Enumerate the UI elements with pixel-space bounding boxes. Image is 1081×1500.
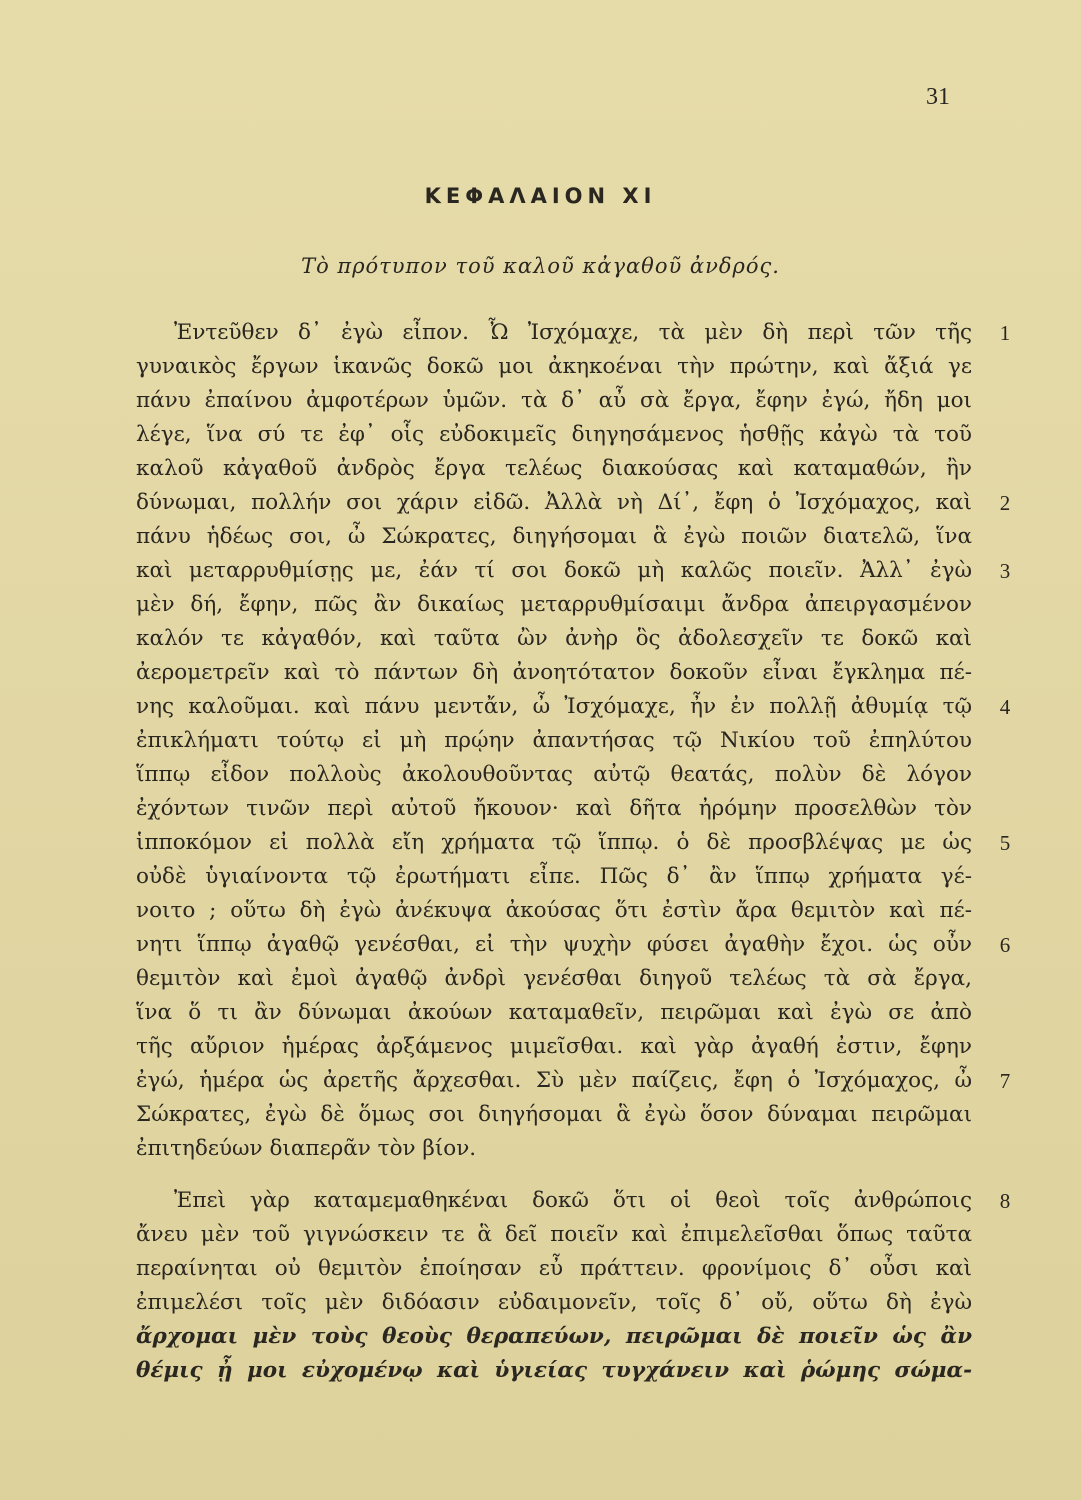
text-line: ἐχόντων τινῶν περὶ αὐτοῦ ἤκουον· καὶ δῆτα ἠρόμην προσελθὼν τὸν	[136, 796, 972, 821]
text-line: ἐγώ, ἡμέρα ὡς ἀρετῆς ἄρχεσθαι. Σὺ μὲν παίζεις, ἔφη ὁ Ἰσχόμαχος, ὦ	[136, 1068, 972, 1093]
text-line: ἄνευ μὲν τοῦ γιγνώσκειν τε ἃ δεῖ ποιεῖν καὶ ἐπιμελεῖσθαι ὅπως ταῦτα	[136, 1222, 972, 1247]
section-number: 1	[999, 321, 1011, 345]
text-line: γυναικὸς ἔργων ἱκανῶς δοκῶ μοι ἀκηκοέναι τὴν πρώτην, καὶ ἄξιά γε	[136, 354, 972, 379]
text-line: λέγε, ἵνα σύ τε ἐφ᾿ οἷς εὐδοκιμεῖς διηγησάμενος ἡσθῇς κἀγὼ τὰ τοῦ	[136, 422, 972, 447]
page-number: 31	[926, 84, 950, 110]
text-line: θεμιτὸν καὶ ἐμοὶ ἀγαθῷ ἀνδρὶ γενέσθαι διηγοῦ τελέως τὰ σὰ ἔργα,	[136, 966, 972, 991]
section-number: 5	[999, 831, 1011, 855]
text-line: καὶ μεταρρυθμίσῃς με, ἐάν τί σοι δοκῶ μὴ καλῶς ποιεῖν. Ἀλλ᾿ ἐγὼ	[136, 558, 972, 583]
text-line: καλοῦ κἀγαθοῦ ἀνδρὸς ἔργα τελέως διακούσας καὶ καταμαθών, ἢν	[136, 456, 972, 481]
section-number: 4	[999, 695, 1011, 719]
text-line: οὐδὲ ὑγιαίνοντα τῷ ἐρωτήματι εἶπε. Πῶς δ᾿ ἂν ἵππῳ χρήματα γέ-	[136, 864, 972, 889]
text-line: ἵνα ὅ τι ἂν δύνωμαι ἀκούων καταμαθεῖν, πειρῶμαι καὶ ἐγὼ σε ἀπὸ	[136, 1000, 972, 1025]
text-line: ἐπικλήματι τούτῳ εἰ μὴ πρῴην ἀπαντήσας τῷ Νικίου τοῦ ἐπηλύτου	[136, 728, 972, 753]
section-number: 8	[999, 1189, 1011, 1213]
section-number: 3	[999, 559, 1011, 583]
text-line: νης καλοῦμαι. καὶ πάνυ μεντἄν, ὦ Ἰσχόμαχε, ἦν ἐν πολλῇ ἀθυμίᾳ τῷ	[136, 694, 972, 719]
chapter-subtitle: Τὸ πρότυπον τοῦ καλοῦ κἀγαθοῦ ἀνδρός.	[301, 254, 780, 278]
text-line: τῆς αὔριον ἡμέρας ἀρξάμενος μιμεῖσθαι. καὶ γὰρ ἀγαθή ἐστιν, ἔφην	[136, 1034, 972, 1059]
text-line: Ἐπεὶ γὰρ καταμεμαθηκέναι δοκῶ ὅτι οἱ θεοὶ τοῖς ἀνθρώποις	[174, 1188, 972, 1213]
text-line: ἄρχομαι μὲν τοὺς θεοὺς θεραπεύων, πειρῶμαι δὲ ποιεῖν ὡς ἂν	[136, 1324, 972, 1349]
section-number: 2	[999, 491, 1011, 515]
text-line: ἱπποκόμον εἰ πολλὰ εἴη χρήματα τῷ ἵππῳ. ὁ δὲ προσβλέψας με ὡς	[136, 830, 972, 855]
text-line: καλόν τε κἀγαθόν, καὶ ταῦτα ὢν ἀνὴρ ὃς ἀδολεσχεῖν τε δοκῶ καὶ	[136, 626, 972, 651]
text-line: Ἐντεῦθεν δ᾿ ἐγὼ εἶπον. Ὦ Ἰσχόμαχε, τὰ μὲν δὴ περὶ τῶν τῆς	[174, 320, 972, 345]
chapter-heading: ΚΕΦΑΛΑΙΟΝ XI	[424, 184, 657, 208]
text-line: νητι ἵππῳ ἀγαθῷ γενέσθαι, εἰ τὴν ψυχὴν φύσει ἀγαθὴν ἔχοι. ὡς οὖν	[136, 932, 972, 957]
text-line: ἵππῳ εἶδον πολλοὺς ἀκολουθοῦντας αὐτῷ θεατάς, πολὺν δὲ λόγον	[136, 762, 972, 787]
text-line: θέμις ᾖ μοι εὐχομένῳ καὶ ὑγιείας τυγχάνειν καὶ ῥώμης σώμα-	[136, 1358, 972, 1383]
text-line: μὲν δή, ἔφην, πῶς ἂν δικαίως μεταρρυθμίσαιμι ἄνδρα ἀπειργασμένον	[136, 592, 972, 617]
text-line: ἀερομετρεῖν καὶ τὸ πάντων δὴ ἀνοητότατον δοκοῦν εἶναι ἔγκλημα πέ-	[136, 660, 972, 685]
text-line: πάνυ ἐπαίνου ἀμφοτέρων ὑμῶν. τὰ δ᾿ αὖ σὰ ἔργα, ἔφην ἐγώ, ἤδη μοι	[136, 388, 972, 413]
section-number: 7	[999, 1069, 1011, 1093]
text-line: ἐπιτηδεύων διαπερᾶν τὸν βίον.	[136, 1136, 477, 1161]
text-line: Σώκρατες, ἐγὼ δὲ ὅμως σοι διηγήσομαι ἃ ἐγὼ ὅσον δύναμαι πειρῶμαι	[136, 1102, 972, 1127]
section-number: 6	[999, 933, 1011, 957]
text-line: περαίνηται οὐ θεμιτὸν ἐποίησαν εὖ πράττειν. φρονίμοις δ᾿ οὖσι καὶ	[136, 1256, 972, 1281]
text-line: νοιτο ; οὕτω δὴ ἐγὼ ἀνέκυψα ἀκούσας ὅτι ἐστὶν ἄρα θεμιτὸν καὶ πέ-	[136, 898, 972, 923]
text-line: ἐπιμελέσι τοῖς μὲν διδόασιν εὐδαιμονεῖν, τοῖς δ᾿ οὔ, οὕτω δὴ ἐγὼ	[136, 1290, 972, 1315]
text-line: δύνωμαι, πολλήν σοι χάριν εἰδῶ. Ἀλλὰ νὴ Δί᾿, ἔφη ὁ Ἰσχόμαχος, καὶ	[136, 490, 972, 515]
text-line: πάνυ ἡδέως σοι, ὦ Σώκρατες, διηγήσομαι ἃ ἐγὼ ποιῶν διατελῶ, ἵνα	[136, 524, 972, 549]
